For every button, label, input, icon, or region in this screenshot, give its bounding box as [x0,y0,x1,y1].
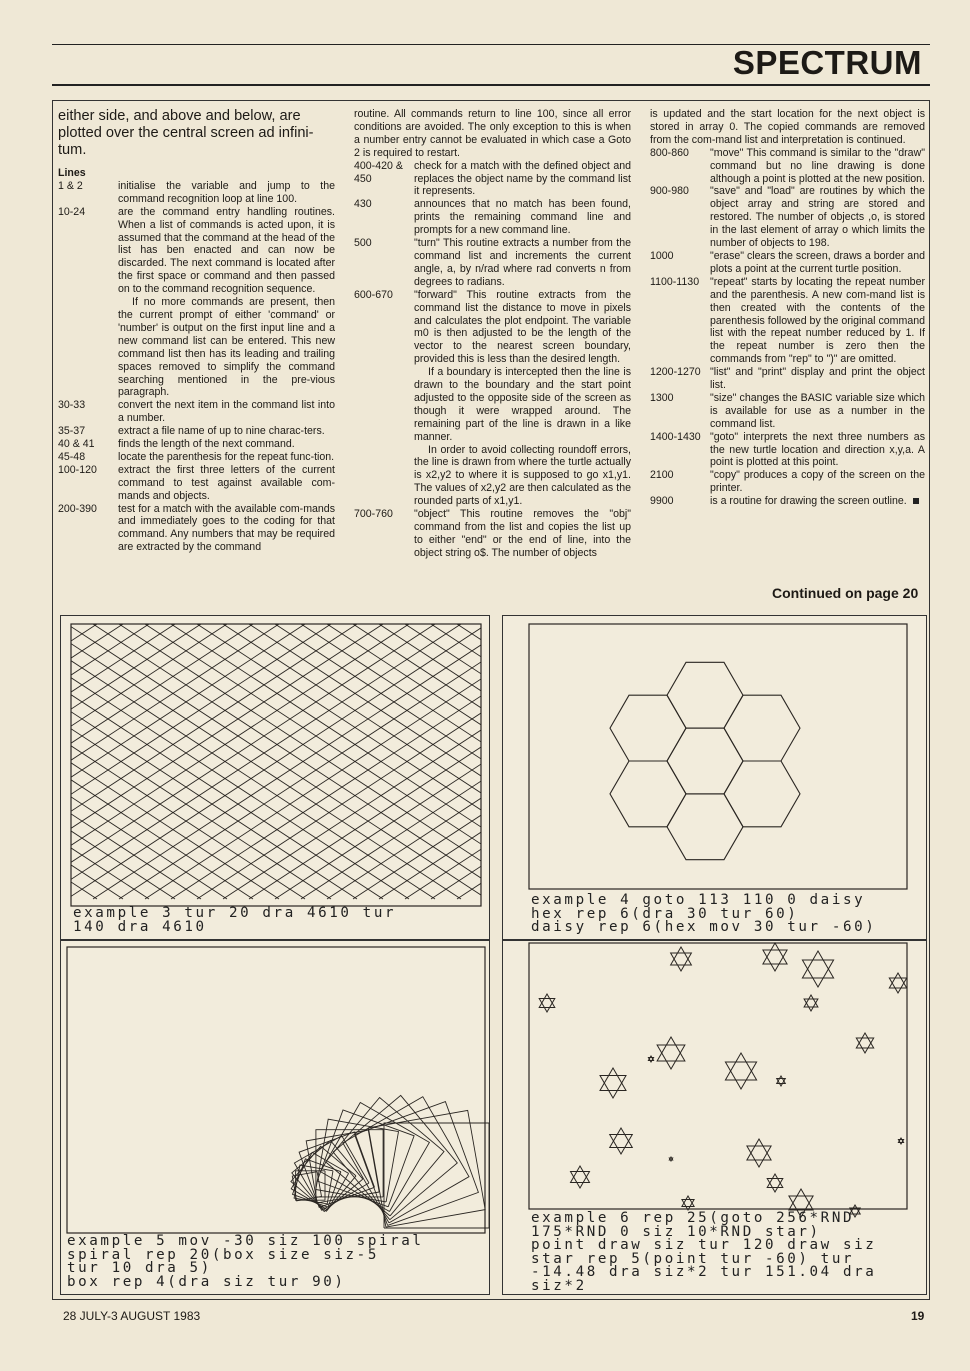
description-paragraph: is a routine for drawing the screen outline. [710,495,925,508]
line-range-label: 1 & 2 [58,179,83,192]
figure-caption [531,1212,876,1293]
description-paragraph: are the command entry handling routines. When a list of commands is acted upon, it is assumed that the command at the head of the list has ben enacted and can now be discarded. The next command is located after the first space or command and then passed on to the command recognition sequence. [118,205,335,296]
hexagons [610,662,800,859]
line-entry [58,503,335,555]
caption-line: star rep 5(point tur -60) tur [531,1250,855,1267]
line-range-label: 9900 [650,495,674,508]
end-of-article-mark [913,498,919,504]
description-paragraph: initialise the variable and jump to the command recognition loop at line 100. [118,179,335,205]
description-paragraph: If a boundary is intercepted then the line is drawn to the boundary and the start point adjusted to the opposite side of the screen as though it were wrapped around. The remaining part of the line is drawn in a like manner. [414,366,631,443]
line-description [118,206,335,400]
line-entry [354,160,631,199]
line-description [710,366,925,392]
line-description [710,276,925,366]
line-range-label: 200-390 [58,502,97,515]
caption-line: example 6 rep 25(goto 256*RND [531,1210,855,1226]
description-paragraph: "list" and "print" display and print the object list. [710,366,925,392]
line-entry [354,237,631,289]
description-paragraph: announces that no match has been found, prints the remaining command line and prompts for a new command line. [414,198,631,237]
line-description [414,198,631,237]
section-title: SPECTRUM [732,44,922,81]
line-entry [650,185,925,250]
description-paragraph: finds the length of the next command. [118,438,295,451]
description-paragraph: "turn" This routine extracts a number from the command list and increments the current angle, a, by n/rad where rad converts n from degrees to radians. [414,237,631,288]
line-description [710,250,925,276]
description-paragraph: "save" and "load" are routines by which the object array and string are stored and restored. The number of objects ,o, is stored in the last element of array o which limits the number of objects to 198. [710,185,925,250]
line-range-label: 900-980 [650,185,689,198]
description-paragraph: In order to avoid collecting roundoff errors, the line is drawn from where the turtle actually is x2,y2 to where it is supposed to go x1,y1. The values of x2,y2 are then calculated as the rounded parts of x1,y1. [414,443,631,508]
line-entry [58,451,335,464]
screen-border [67,947,485,1233]
line-range-label: 2100 [650,469,674,482]
line-range-label: 430 [354,198,372,211]
line-description [118,425,335,438]
caption-line: example 5 mov -30 siz 100 spiral [67,1233,424,1249]
description-paragraph: extract the first three letters of the current command to test against available com-mands and objects. [118,463,335,502]
line-entry [354,289,631,508]
continued-note: Continued on page 20 [772,585,919,601]
description-paragraph: "size" changes the BASIC variable size which is available for use as a number in the command list. [710,391,925,430]
line-entry [650,147,925,186]
line-description [118,464,335,503]
line-entry [354,198,631,237]
line-entry [58,399,335,425]
line-description [118,399,335,425]
caption-line: siz*2 [531,1277,587,1294]
lines-heading: Lines [58,167,86,179]
line-entry [58,206,335,400]
description-paragraph: "move" This command is similar to the "draw" command but no line drawing is done although a point is plotted at the new position. [710,146,925,185]
line-entry [58,438,335,451]
line-range-label: 1100-1130 [650,275,700,288]
stars [539,943,907,1217]
line-entries [58,180,335,554]
screen-border [529,943,907,1209]
line-description [414,289,631,508]
line-entry [58,180,335,206]
line-description [710,147,925,186]
figure-example-4 [502,615,927,940]
description-paragraph: locate the parenthesis for the repeat func-tion. [118,450,335,463]
description-paragraph: "object" This routine removes the "obj" command from the list and copies the list up to either "end" or the end of line, into the object string o$. The number of objects [414,508,631,559]
caption-line: spiral rep 20(box size siz-5 [67,1246,379,1263]
line-range-label: 600-670 [354,288,393,301]
description-paragraph: test for a match with the available com-mands and immediately goes to the coding for that command. Any numbers that may be required are extracted by the command [118,502,335,554]
intro-text: either side, and above and below, are plotted over the central screen ad infini-tum. [58,108,314,158]
caption-line: hex rep 6(dra 30 tur 60) [531,905,799,922]
line-entry [650,250,925,276]
description-paragraph: "copy" produces a copy of the screen on the printer. [710,469,925,495]
line-range-label: 700-760 [354,508,393,521]
spiral-squares [291,1095,489,1228]
description-paragraph: If no more commands are present, then the current prompt of either 'command' or 'number' is output on the first input line and a new command list can be entered. This new command list then has its leading and trailing spaces removed to simplify the command searching mentioned in the pre-vious paragraph. [118,296,335,399]
caption-line: -14.48 dra siz*2 tur 151.04 dra [531,1264,877,1280]
line-description [414,508,631,560]
line-description [414,160,631,199]
caption-line: tur 10 dra 5) [67,1260,212,1276]
page-number: 19 [911,1309,925,1323]
figure-caption [73,907,396,934]
line-range-label: 1400-1430 [650,430,701,443]
line-entry [650,495,925,508]
line-description [118,180,335,206]
screen-border [529,624,907,889]
screen-border [71,624,481,906]
caption-line: 175*RND 0 siz 10*RND star) [531,1223,821,1240]
line-range-label: 40 & 41 [58,438,95,451]
lattice-drawing [61,616,491,941]
column-lead-text: is updated and the start location for the next object is stored in array 0. The copied commands are removed from the com-mand list and interpretation is continued. [650,108,925,146]
line-range-label: 1300 [650,391,674,404]
caption-line: example 3 tur 20 dra 4610 tur [73,905,397,921]
text-column-1 [58,108,335,554]
description-paragraph: "erase" clears the screen, draws a border and plots a point at the current turtle position. [710,249,925,275]
line-entry [650,431,925,470]
line-entry [58,425,335,438]
caption-line: example 4 goto 113 110 0 daisy [531,892,866,908]
line-description [710,185,925,250]
line-range-label: 100-120 [58,463,97,476]
line-entry [650,392,925,431]
line-entry [650,469,925,495]
line-range-label: 10-24 [58,205,86,218]
description-paragraph: convert the next item in the command list into a number. [118,399,335,425]
figure-caption [531,894,876,935]
lattice-lines [61,624,491,899]
line-range-label: 30-33 [58,399,86,412]
caption-line: box rep 4(dra siz tur 90) [67,1273,346,1290]
line-entry [650,366,925,392]
line-entry [58,464,335,503]
line-description [118,503,335,555]
caption-line: daisy rep 6(hex mov 30 tur -60) [531,919,877,935]
line-range-label: 1000 [650,249,674,262]
caption-line: 140 dra 4610 [73,918,207,935]
figure-example-3 [60,615,490,940]
text-column-3 [650,108,925,508]
column-lead-text: routine. All commands return to line 100, since all error conditions are avoided. The only exception to this is when a number entry cannot be evaluated in which case a Goto 2 is required to restart. [354,108,631,159]
line-range-label: 1200-1270 [650,366,701,379]
line-description [710,392,925,431]
line-description [118,438,335,451]
line-description [414,237,631,289]
figure-example-5 [60,940,490,1295]
line-range-label: 500 [354,237,372,250]
description-paragraph: "repeat" starts by locating the repeat number and the parenthesis. A new com-mand list is then created with the contents of the parenthesis followed by the original command list with the repeat number reduced by 1. If the repeat number is zero then the commands from "rep" to ")" are omitted. [710,275,925,366]
line-range-label: 400-420 & 450 [354,159,403,185]
line-entry [354,508,631,560]
line-entries [354,160,631,560]
description-paragraph: check for a match with the defined object and replaces the object name by the command list it represents. [414,159,631,198]
line-description [710,469,925,495]
line-entry [650,276,925,366]
description-paragraph: "goto" interprets the next three numbers as the new turtle location and direction x,y,a. A point is plotted at this point. [710,430,925,469]
line-range-label: 45-48 [58,450,86,463]
line-description [710,495,925,508]
figure-caption [67,1235,424,1289]
line-range-label: 35-37 [58,425,86,438]
line-description [118,451,335,464]
line-entries [650,147,925,508]
caption-line: point draw siz tur 120 draw siz [531,1237,877,1253]
line-range-label: 800-860 [650,146,689,159]
line-description [710,431,925,470]
text-column-2 [354,108,631,560]
description-paragraph: extract a file name of up to nine charac-ters. [118,425,325,438]
description-paragraph: "forward" This routine extracts from the command list the distance to move in pixels and calculates the plot endpoint. The variable m0 is then adjusted to be the length of the vector to the nearest screen boundary, provided this is less than the desired length. [414,288,631,366]
figure-example-6 [502,940,927,1295]
issue-date: 28 JULY-3 AUGUST 1983 [63,1309,201,1323]
